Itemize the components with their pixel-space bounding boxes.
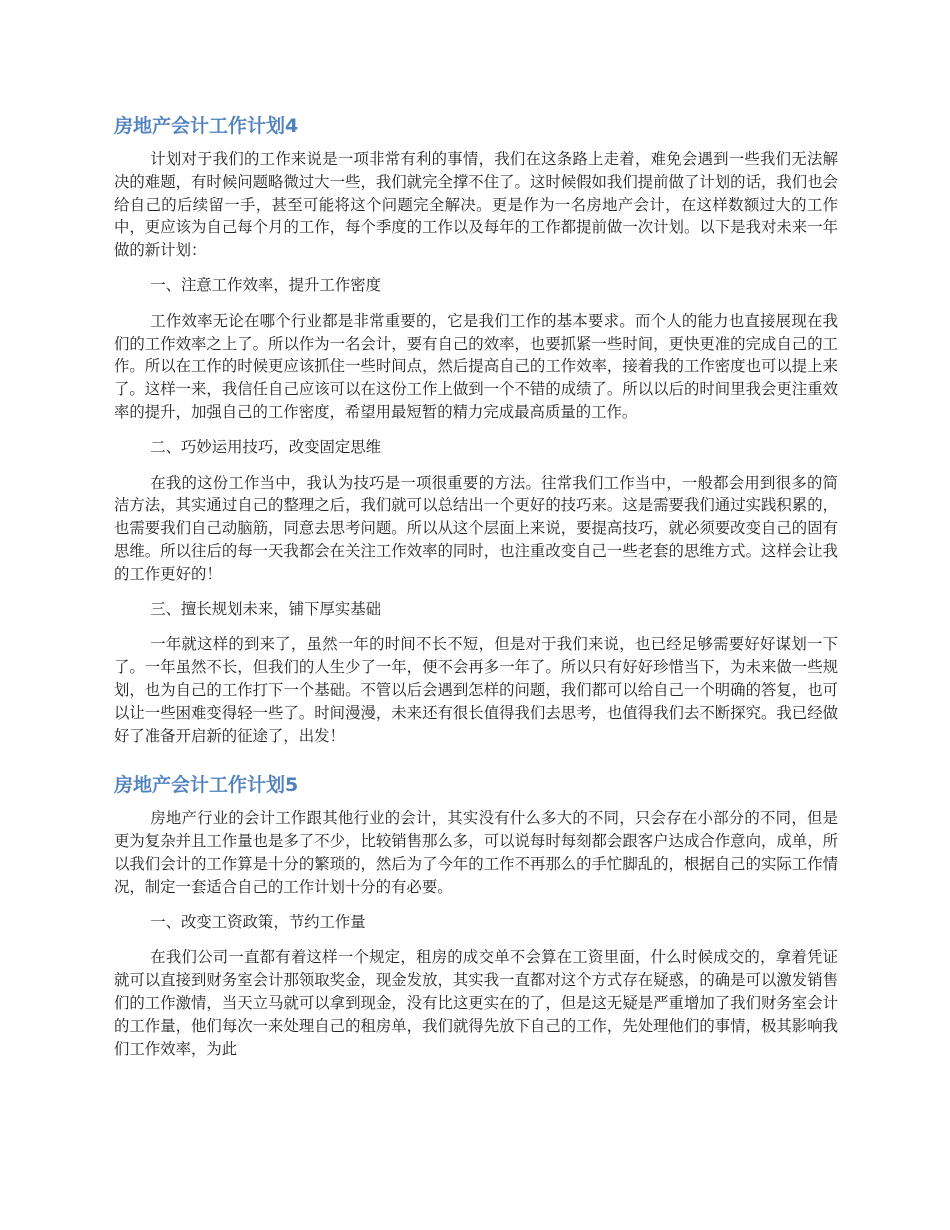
document-page [114,100,838,1072]
subheading-skills: 二、巧妙运用技巧，改变固定思维 [150,437,382,456]
paragraph-planning: 一年就这样的到来了，虽然一年的时间不长不短，但是对于我们来说，也已经足够需要好好谋划一下了。一年虽然不长，但我们的人生少了一年，便不会再多一年了。所以只有好好珍惜当下，为未来做一些规划，也为自己的工作打下一个基础。不管以后会遇到怎样的问题，我们都可以给自己一个明确的答复，也可以让一些困难变得轻一些了。时间漫漫，未来还有很长值得我们去思考，也值得我们去不断探究。我已经做好了准备开启新的征途了，出发！ [114,635,838,745]
paragraph-salary-policy: 在我们公司一直都有着这样一个规定，租房的成交单不会算在工资里面，什么时候成交的，拿着凭证就可以直接到财务室会计那领取奖金，现金发放，其实我一直都对这个方式存在疑惑，的确是可以激发销售们的工作激情，当天立马就可以拿到现金，没有比这更实在的了，但是这无疑是严重增加了我们财务室会计的工作量，他们每次一来处理自己的租房单，我们就得先放下自己的工作，先处理他们的事情，极其影响我们工作效率，为此 [114,948,838,1058]
subheading-planning: 三、擅长规划未来，铺下厚实基础 [150,599,382,618]
section-heading-plan-5: 房地产会计工作计划5 [114,774,299,797]
intro-paragraph-2: 房地产行业的会计工作跟其他行业的会计，其实没有什么多大的不同，只会存在小部分的不同，但是更为复杂并且工作量也是多了不少，比较销售那么多，可以说每时每刻都会跟客户达成合作意向，成单，所以我们会计的工作算是十分的繁琐的，然后为了今年的工作不再那么的手忙脚乱的，根据自己的实际工作情况，制定一套适合自己的工作计划十分的有必要。 [114,809,838,896]
subheading-salary-policy: 一、改变工资政策，节约工作量 [150,912,366,931]
subheading-efficiency: 一、注意工作效率，提升工作密度 [150,275,382,294]
paragraph-skills: 在我的这份工作当中，我认为技巧是一项很重要的方法。往常我们工作当中，一般都会用到很多的简洁方法，其实通过自己的整理之后，我们就可以总结出一个更好的技巧来。这是需要我们通过实践积累的，也需要我们自己动脑筋，同意去思考问题。所以从这个层面上来说，要提高技巧，就必须要改变自己的固有思维。所以往后的每一天我都会在关注工作效率的同时，也注重改变自己一些老套的思维方式。这样会让我的工作更好的！ [114,473,838,583]
intro-paragraph: 计划对于我们的工作来说是一项非常有利的事情，我们在这条路上走着，难免会遇到一些我们无法解决的难题，有时候问题略微过大一些，我们就完全撑不住了。这时候假如我们提前做了计划的话，我们也会给自己的后续留一手，甚至可能将这个问题完全解决。更是作为一名房地产会计，在这样数额过大的工作中，更应该为自己每个月的工作，每个季度的工作以及每年的工作都提前做一次计划。以下是我对未来一年做的新计划： [114,150,838,260]
paragraph-efficiency: 工作效率无论在哪个行业都是非常重要的，它是我们工作的基本要求。而个人的能力也直接展现在我们的工作效率之上了。所以作为一名会计，要有自己的效率，也要抓紧一些时间，更快更准的完成自己的工作。所以在工作的时候更应该抓住一些时间点，然后提高自己的工作效率，接着我的工作密度也可以提上来了。这样一来，我信任自己应该可以在这份工作上做到一个不错的成绩了。所以以后的时间里我会更注重效率的提升，加强自己的工作密度，希望用最短暂的精力完成最高质量的工作。 [114,311,838,421]
section-heading-plan-4: 房地产会计工作计划4 [114,115,299,137]
